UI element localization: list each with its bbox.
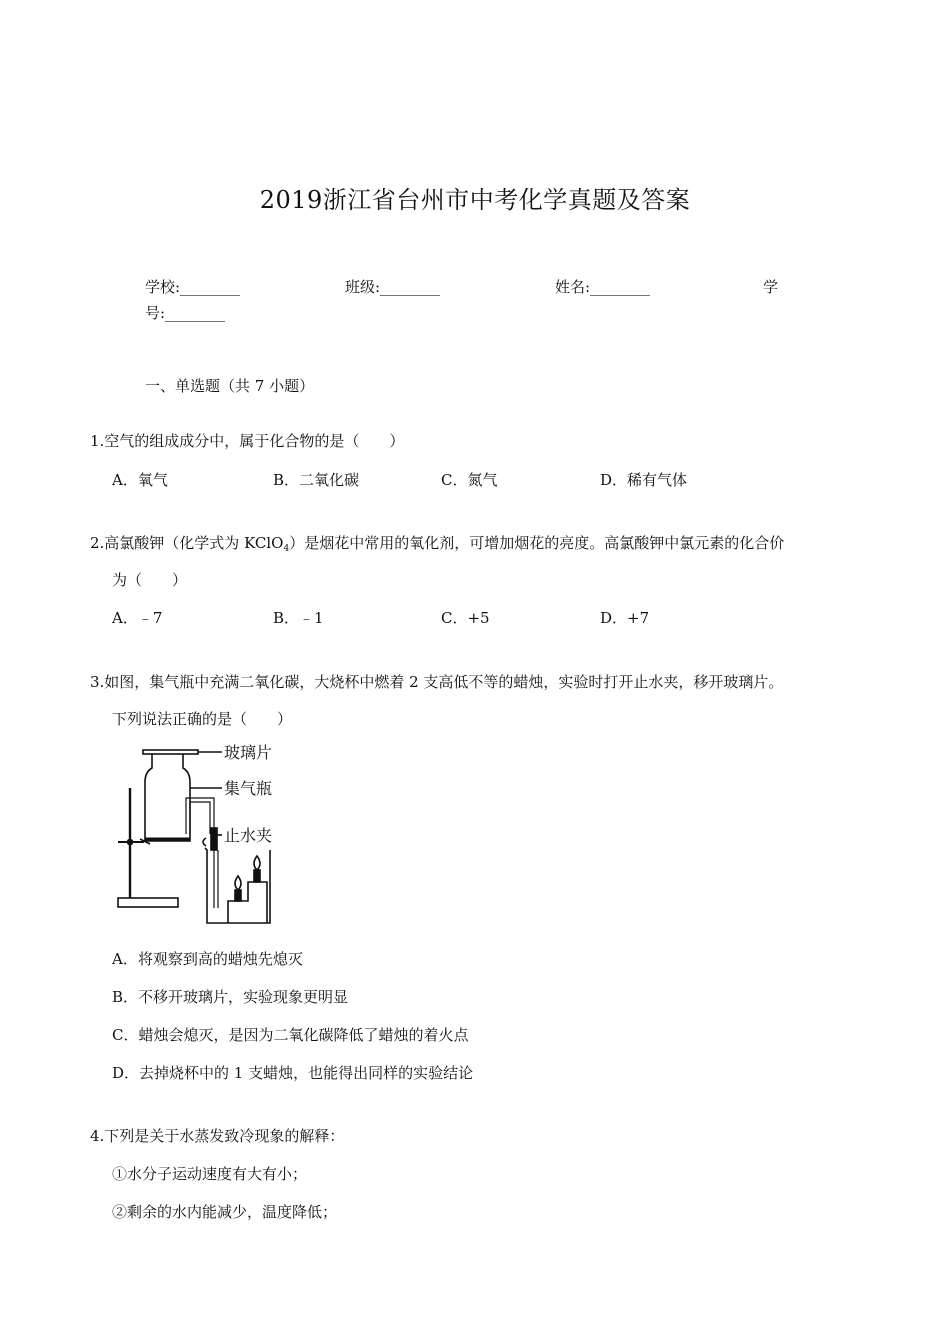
flame-low (235, 876, 241, 890)
label-pinch-clamp: 止水夹 (224, 826, 273, 845)
question-4-item-2: ②剩余的水内能减少，温度降低； (112, 1203, 338, 1221)
question-2-option-a: A．﹣7 (112, 609, 163, 627)
section-heading: 一、单选题（共 7 小题） (145, 377, 315, 395)
question-1-option-b: B．二氧化碳 (273, 471, 360, 489)
name-field: 姓名:________ (555, 278, 651, 296)
candle-high (254, 870, 260, 882)
question-3-option-d: D．去掉烧杯中的 1 支蜡烛，也能得出同样的实验结论 (112, 1064, 474, 1082)
question-3-option-c: C．蜡烛会熄灭，是因为二氧化碳降低了蜡烛的着火点 (112, 1026, 469, 1044)
label-gas-bottle: 集气瓶 (224, 779, 273, 798)
stand-base (118, 898, 178, 907)
glass-plate (143, 750, 198, 754)
question-2-stem-line2: 为（ ） (112, 571, 188, 589)
question-2-stem (90, 532, 784, 554)
apparatus-figure (110, 738, 320, 938)
candle-low (235, 890, 241, 901)
beaker-steps (228, 882, 267, 923)
gas-bottle (145, 754, 190, 841)
label-glass-plate: 玻璃片 (224, 743, 273, 762)
school-field: 学校:________ (145, 278, 241, 296)
question-1-option-d: D．稀有气体 (600, 471, 688, 489)
question-2-option-c: C．+5 (441, 609, 490, 627)
question-1-option-a: A．氧气 (112, 471, 168, 489)
question-2-option-d: D．+7 (600, 609, 650, 627)
number-field-part2: 号:________ (145, 304, 226, 322)
question-1-stem: 1.空气的组成成分中，属于化合物的是（ ） (90, 432, 405, 450)
flame-high (254, 856, 260, 870)
number-field-part1: 学 (763, 278, 779, 296)
question-2-option-b: B．﹣1 (273, 609, 324, 627)
question-2-stem-subscript: 4 (283, 544, 290, 554)
question-4-stem: 4.下列是关于水蒸发致冷现象的解释： (90, 1127, 345, 1145)
pinch-clamp (211, 828, 217, 850)
question-2-stem-b: ）是烟花中常用的氧化剂，可增加烟花的亮度。高氯酸钾中氯元素的化合价 (289, 534, 785, 552)
question-1-option-c: C．氮气 (441, 471, 498, 489)
question-4-item-1: ①水分子运动速度有大有小； (112, 1165, 308, 1183)
question-3-option-b: B．不移开玻璃片，实验现象更明显 (112, 988, 349, 1006)
clamp-spring (203, 838, 206, 846)
question-2-stem-a: 2.高氯酸钾（化学式为 KClO (90, 534, 284, 552)
page-title: 2019浙江省台州市中考化学真题及答案 (259, 186, 691, 214)
class-field: 班级:________ (345, 278, 441, 296)
outlet-tube-inner (190, 802, 210, 834)
clamp-knob (128, 840, 133, 845)
question-3-option-a: A．将观察到高的蜡烛先熄灭 (112, 950, 303, 968)
question-3-stem-line1: 3.如图，集气瓶中充满二氧化碳，大烧杯中燃着 2 支高低不等的蜡烛，实验时打开止水夹，移开玻璃片。 (90, 673, 784, 691)
beaker (205, 848, 270, 923)
question-3-stem-line2: 下列说法正确的是（ ） (112, 710, 293, 728)
